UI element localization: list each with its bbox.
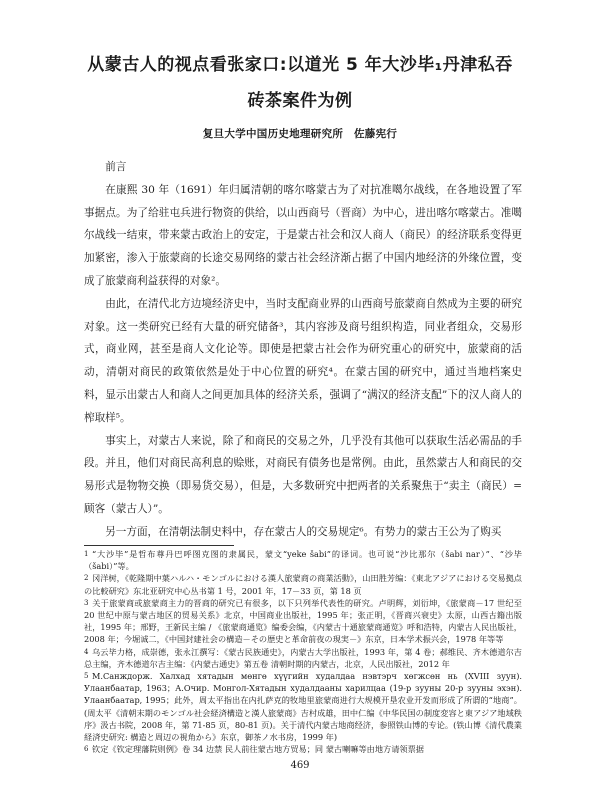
paragraph: 在康熙 30 年（1691）年归属清朝的喀尔喀蒙古为了对抗准噶尔战线，在各地设置了军事据点。为了给驻屯兵进行物资的供给，以山西商号（晋商）为中心，进出喀尔喀蒙古。准噶尔战线一结束，带来蒙古政治上的安定，于是蒙古社会和汉人商人（商民）的经济联系变得更加紧密，渗入于旅蒙商的长途交易网络的蒙古社会经济渐占据了中国内地经济的外缘位置，变成了旅蒙商利益获得的对象²。 xyxy=(84,183,522,287)
footnote xyxy=(84,670,522,743)
paragraph: 另一方面，在清朝法制史料中，存在蒙古人的交易规定⁶。有势力的蒙古王公为了购买 xyxy=(105,525,502,538)
paragraph: 由此，在清代北方边境经济史中，当时支配商业界的山西商号旅蒙商自然成为主要的研究对象。这一类研究已经有大量的研究储备³，其内容涉及商号组织构造，同业者组众，交易形式，商业网，甚至是商人文化论等。即使是把蒙古社会作为研究重心的研究中，旅蒙商的活动，清朝对商民的政策依然是处于中心位置的研究⁴。在蒙古国的研究中，通过当地档案史料，显示出蒙古人和商人之间更加具体的经济关系，强调了“满汉的经济支配”下的汉人商人的榨取样⁵。 xyxy=(84,297,522,424)
section-heading: 前言 xyxy=(105,161,127,173)
footnote xyxy=(84,548,522,572)
footnote-text: “大沙毕”是哲布尊丹巴呼图克图的隶属民，蒙文“yeke šabi”的译词。也可说“沙比那尔（šabi nar）”、“沙毕（šabi）”等。 xyxy=(84,549,522,572)
footnote xyxy=(84,743,522,755)
footnote-number: 3 xyxy=(84,598,89,607)
footnote-number: 6 xyxy=(84,745,89,754)
footnote-number: 4 xyxy=(84,647,89,656)
footnotes xyxy=(84,548,522,755)
author-affiliation: 复旦大学中国历史地理研究所 佐藤宪行 xyxy=(202,128,398,140)
footnote xyxy=(84,597,522,646)
article-title: 从蒙古人的视点看张家口:以道光 5 年大沙毕₁丹津私吞 xyxy=(87,55,513,75)
article-title-line2: 砖茶案件为例 xyxy=(247,91,353,111)
footnote xyxy=(84,646,522,670)
footnote-divider xyxy=(84,545,234,546)
footnote-text: 乌云毕力格，成崇德，张永江撰写：《蒙古民族通史》，内蒙古大学出版社，1993 年，第 4 卷；郝维民、齐木德道尔吉总主编，齐木德道尔吉主编：《内蒙古通史》第五卷 清朝时期的内蒙古，北京，人民出版社，2012 年 xyxy=(84,646,522,669)
footnote-text: 钦定《钦定理藩院则例》卷 34 边禁 民人前往蒙古地方贸易；同 蒙古喇嘛等由地方请领票据 xyxy=(92,744,424,755)
footnote-number: 5 xyxy=(84,672,89,681)
footnote-text: M.Санждорж. Халхад хятадын мөнгө хүүгийн худалдаа нэвтэрч хөгжсөн нь (XVIII зуун). Улаанбаатар, 1963；А.Очир. Монгол-Хятадын худалдааны харилцаа (19-р зууны 20-р зууны эхэн). Улаанбаатар, 1995；此外，周太平指出在内扎萨克的牧地里旅蒙商进行大规模开垦农业开发而形成了所谓的“地商”。(周太平《清朝末期のモンゴル社会経済構造と漢人旅蒙商》吉村成雄，田中仁编《中华民国の制度変容と東アジア地域秩序》汲古书院，2008 年，第 71-85 页，80-81 页)。关于清代内蒙古地商经济，参照铁山博的专论。(铁山博《清代農業経済史研究: 構造と周辺の視角から》东京，御茶ノ水书房，1999 年) xyxy=(84,671,522,743)
page-number: 469 xyxy=(290,760,310,771)
footnote-text: 关于旅蒙商或旅蒙商主力的晋商的研究已有很多，以下只列举代表性的研究。卢明辉，刘衍坤，《旅蒙商－17 世纪至 20 世纪中原与蒙古地区的贸易关系》北京，中国商业出版社，1995 年；张正明，《晋商兴衰史》太原，山西古籍出版社，1995 年；邢野，王新民主编 / 《旅蒙商通览》编委会编，《内蒙古十通旅蒙商通览》呼和浩特，内蒙古人民出版社，2008 年；今堀诚二，《中国封建社会の構造－その歴史と革命前夜の現実－》东京，日本学术振兴会，1978 年等等 xyxy=(84,597,522,645)
footnote xyxy=(84,572,522,596)
article-body xyxy=(84,150,522,544)
paragraph: 事实上，对蒙古人来说，除了和商民的交易之外，几乎没有其他可以获取生活必需品的手段。并且，他们对商民高利息的赊账，对商民有债务也是常例。由此，虽然蒙古人和商民的交易形式是物物交换（即易货交易），但是，大多数研究中把两者的关系聚焦于“卖主（商民）= 顾客（蒙古人）”。 xyxy=(84,434,522,515)
footnote-number: 1 xyxy=(84,550,89,558)
footnote-text: 冈洋树，《乾隆期中葉ハルハ・モンゴルにおける漢人旅蒙商の商業活動》，山田胜芳编：《東北アジアにおける交易拠点の比較研究》东北亚研究中心丛书第 1 号，2001 年，17－33 页，第 18 页 xyxy=(84,573,522,596)
footnote-number: 2 xyxy=(84,574,89,583)
